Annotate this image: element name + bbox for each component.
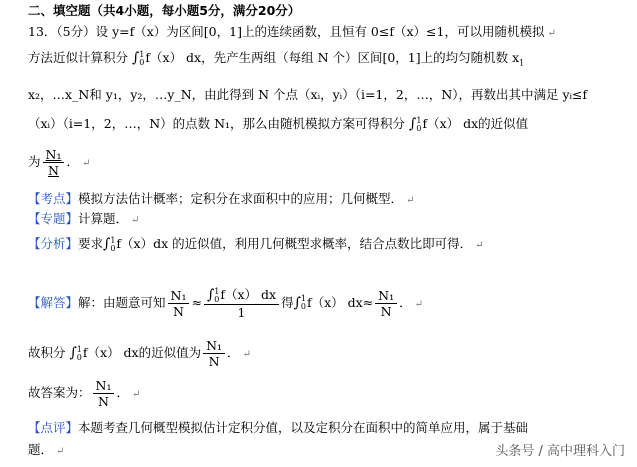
lower-limit: 0: [300, 302, 306, 312]
fraction-denominator: N: [380, 303, 392, 319]
integral-sign: ∫: [293, 294, 301, 311]
dianping-text: 本题考查几何概型模拟估计定积分值，以及定积分在面积中的简单应用，属于基础: [78, 420, 529, 435]
return-mark-icon: ↵: [56, 446, 65, 457]
zhuanti-label: 【专题】: [28, 211, 79, 226]
question-text: 13．（5分）设 y=f（x）为区间[0，1]上的连续函数，且恒有 0≤f（x）≤1，可以用随机模拟: [28, 24, 545, 39]
dianping-text: 题．: [28, 442, 54, 457]
jieda-text: f（x） dx≈: [306, 294, 374, 310]
fraction-denominator: N: [48, 163, 59, 178]
jieda-text: f（x） dx的近似值为: [82, 345, 202, 360]
fraction-n1-over-n: [93, 378, 115, 409]
jieda-text: 得: [281, 294, 294, 310]
period: ．: [116, 385, 129, 400]
integral-limits: [301, 295, 306, 311]
fraction-denominator: N: [173, 303, 184, 319]
zhuanti-text: 计算题．: [78, 211, 129, 226]
integrand: f（x） dx: [220, 287, 277, 302]
integral-limits: [214, 288, 219, 304]
question-text: ．: [66, 154, 79, 169]
integral-limits: [77, 346, 82, 362]
fraction-n1-over-n: [375, 288, 397, 319]
jieda-text: 解：由题意可知: [78, 294, 166, 310]
lower-limit: 0: [76, 352, 82, 362]
fraction-numerator: N₁: [93, 378, 115, 394]
lower-limit: 0: [139, 57, 145, 67]
question-text: f（x） dx的近似值: [422, 116, 529, 131]
fraction-numerator: N₁: [375, 288, 397, 304]
return-mark-icon: ↵: [242, 349, 251, 360]
fraction-denominator: N: [98, 394, 109, 409]
integral-sign: ∫: [409, 116, 417, 132]
return-mark-icon: ↵: [81, 158, 91, 169]
upper-limit: 1: [110, 235, 116, 245]
upper-limit: 1: [214, 286, 220, 296]
integral-limits: [110, 237, 115, 253]
question-text: （xᵢ）（i=1，2，…，N）的点数 N₁，那么由随机模拟方案可得积分: [28, 116, 406, 131]
question-line-2: [28, 50, 524, 72]
kaodian-text: 模拟方法估计概率；定积分在求面积中的应用；几何概型．: [78, 191, 404, 206]
upper-limit: 1: [76, 344, 82, 354]
return-mark-icon: ↵: [414, 298, 424, 310]
return-mark-icon: ↵: [475, 240, 484, 251]
jieda-line-3: [28, 378, 140, 409]
fenxi-label: 【分析】: [28, 236, 79, 251]
fenxi-text: f（x）dx 的近似值，利用几何概型求概率，结合点数比即可得．: [116, 236, 473, 251]
fenxi-text: 要求: [78, 236, 104, 251]
fraction-n1-over-n: [168, 288, 190, 319]
integral-sign: ∫: [206, 287, 215, 303]
approx-sign: ≈: [191, 294, 202, 310]
question-text: 为: [28, 154, 41, 169]
lower-limit: 0: [416, 123, 422, 133]
upper-limit: 1: [416, 115, 422, 125]
kaodian-label: 【考点】: [28, 191, 79, 206]
jieda-line-2: [28, 338, 251, 369]
question-line-5: [28, 147, 90, 178]
upper-limit: 1: [139, 49, 145, 59]
lower-limit: 0: [214, 294, 220, 304]
return-mark-icon: ↵: [131, 389, 141, 400]
integral-limits: [139, 51, 144, 67]
kaodian-line: [28, 191, 414, 209]
question-text: x₂，…x_N和 y₁，y₂，…y_N，由此得到 N 个点（xᵢ，yᵢ）（i=1，2，…，N），再数出其中满足 yᵢ≤f: [28, 87, 588, 102]
integral-sign: ∫: [69, 345, 77, 361]
fraction-integral-over-one: [204, 287, 279, 320]
question-text: f（x） dx，先产生两组（每组 N 个）区间[0，1]上的均匀随机数 x: [145, 50, 520, 65]
section-heading: 二、填空题（共4小题，每小题5分，满分20分）: [28, 3, 301, 18]
period: ．: [227, 345, 240, 360]
question-line-1: [28, 24, 556, 42]
fraction-denominator: 1: [237, 304, 246, 320]
zhuanti-line: [28, 211, 139, 229]
fraction-numerator: N₁: [168, 288, 190, 304]
lower-limit: 0: [110, 243, 116, 253]
dianping-line-2: [28, 442, 64, 460]
watermark: 头条号 / 高中理科入门: [495, 444, 625, 459]
fraction-numerator: [204, 287, 279, 305]
fenxi-line: [28, 236, 484, 254]
return-mark-icon: ↵: [131, 215, 140, 226]
question-line-4: [28, 116, 528, 133]
jieda-line-1: [28, 287, 423, 320]
integral-sign: ∫: [132, 50, 140, 66]
upper-limit: 1: [300, 294, 306, 304]
subscript: 1: [519, 58, 525, 68]
integral-limits: [416, 117, 421, 133]
jieda-label: 【解答】: [28, 294, 79, 310]
answer-fraction: [43, 147, 65, 178]
integral-sign: ∫: [103, 236, 111, 252]
fraction-denominator: N: [208, 354, 220, 369]
question-text: 方法近似计算积分: [28, 50, 129, 65]
return-mark-icon: ↵: [547, 28, 556, 39]
return-mark-icon: ↵: [406, 195, 415, 206]
fraction-numerator: N₁: [43, 147, 65, 163]
period: ．: [399, 294, 412, 310]
jieda-text: 故积分: [28, 345, 66, 360]
question-line-3: [28, 87, 587, 103]
fraction-numerator: N₁: [203, 338, 225, 354]
jieda-text: 故答案为：: [28, 385, 91, 400]
fraction-n1-over-n: [203, 338, 225, 369]
dianping-label: 【点评】: [28, 420, 79, 435]
dianping-line-1: [28, 420, 528, 436]
